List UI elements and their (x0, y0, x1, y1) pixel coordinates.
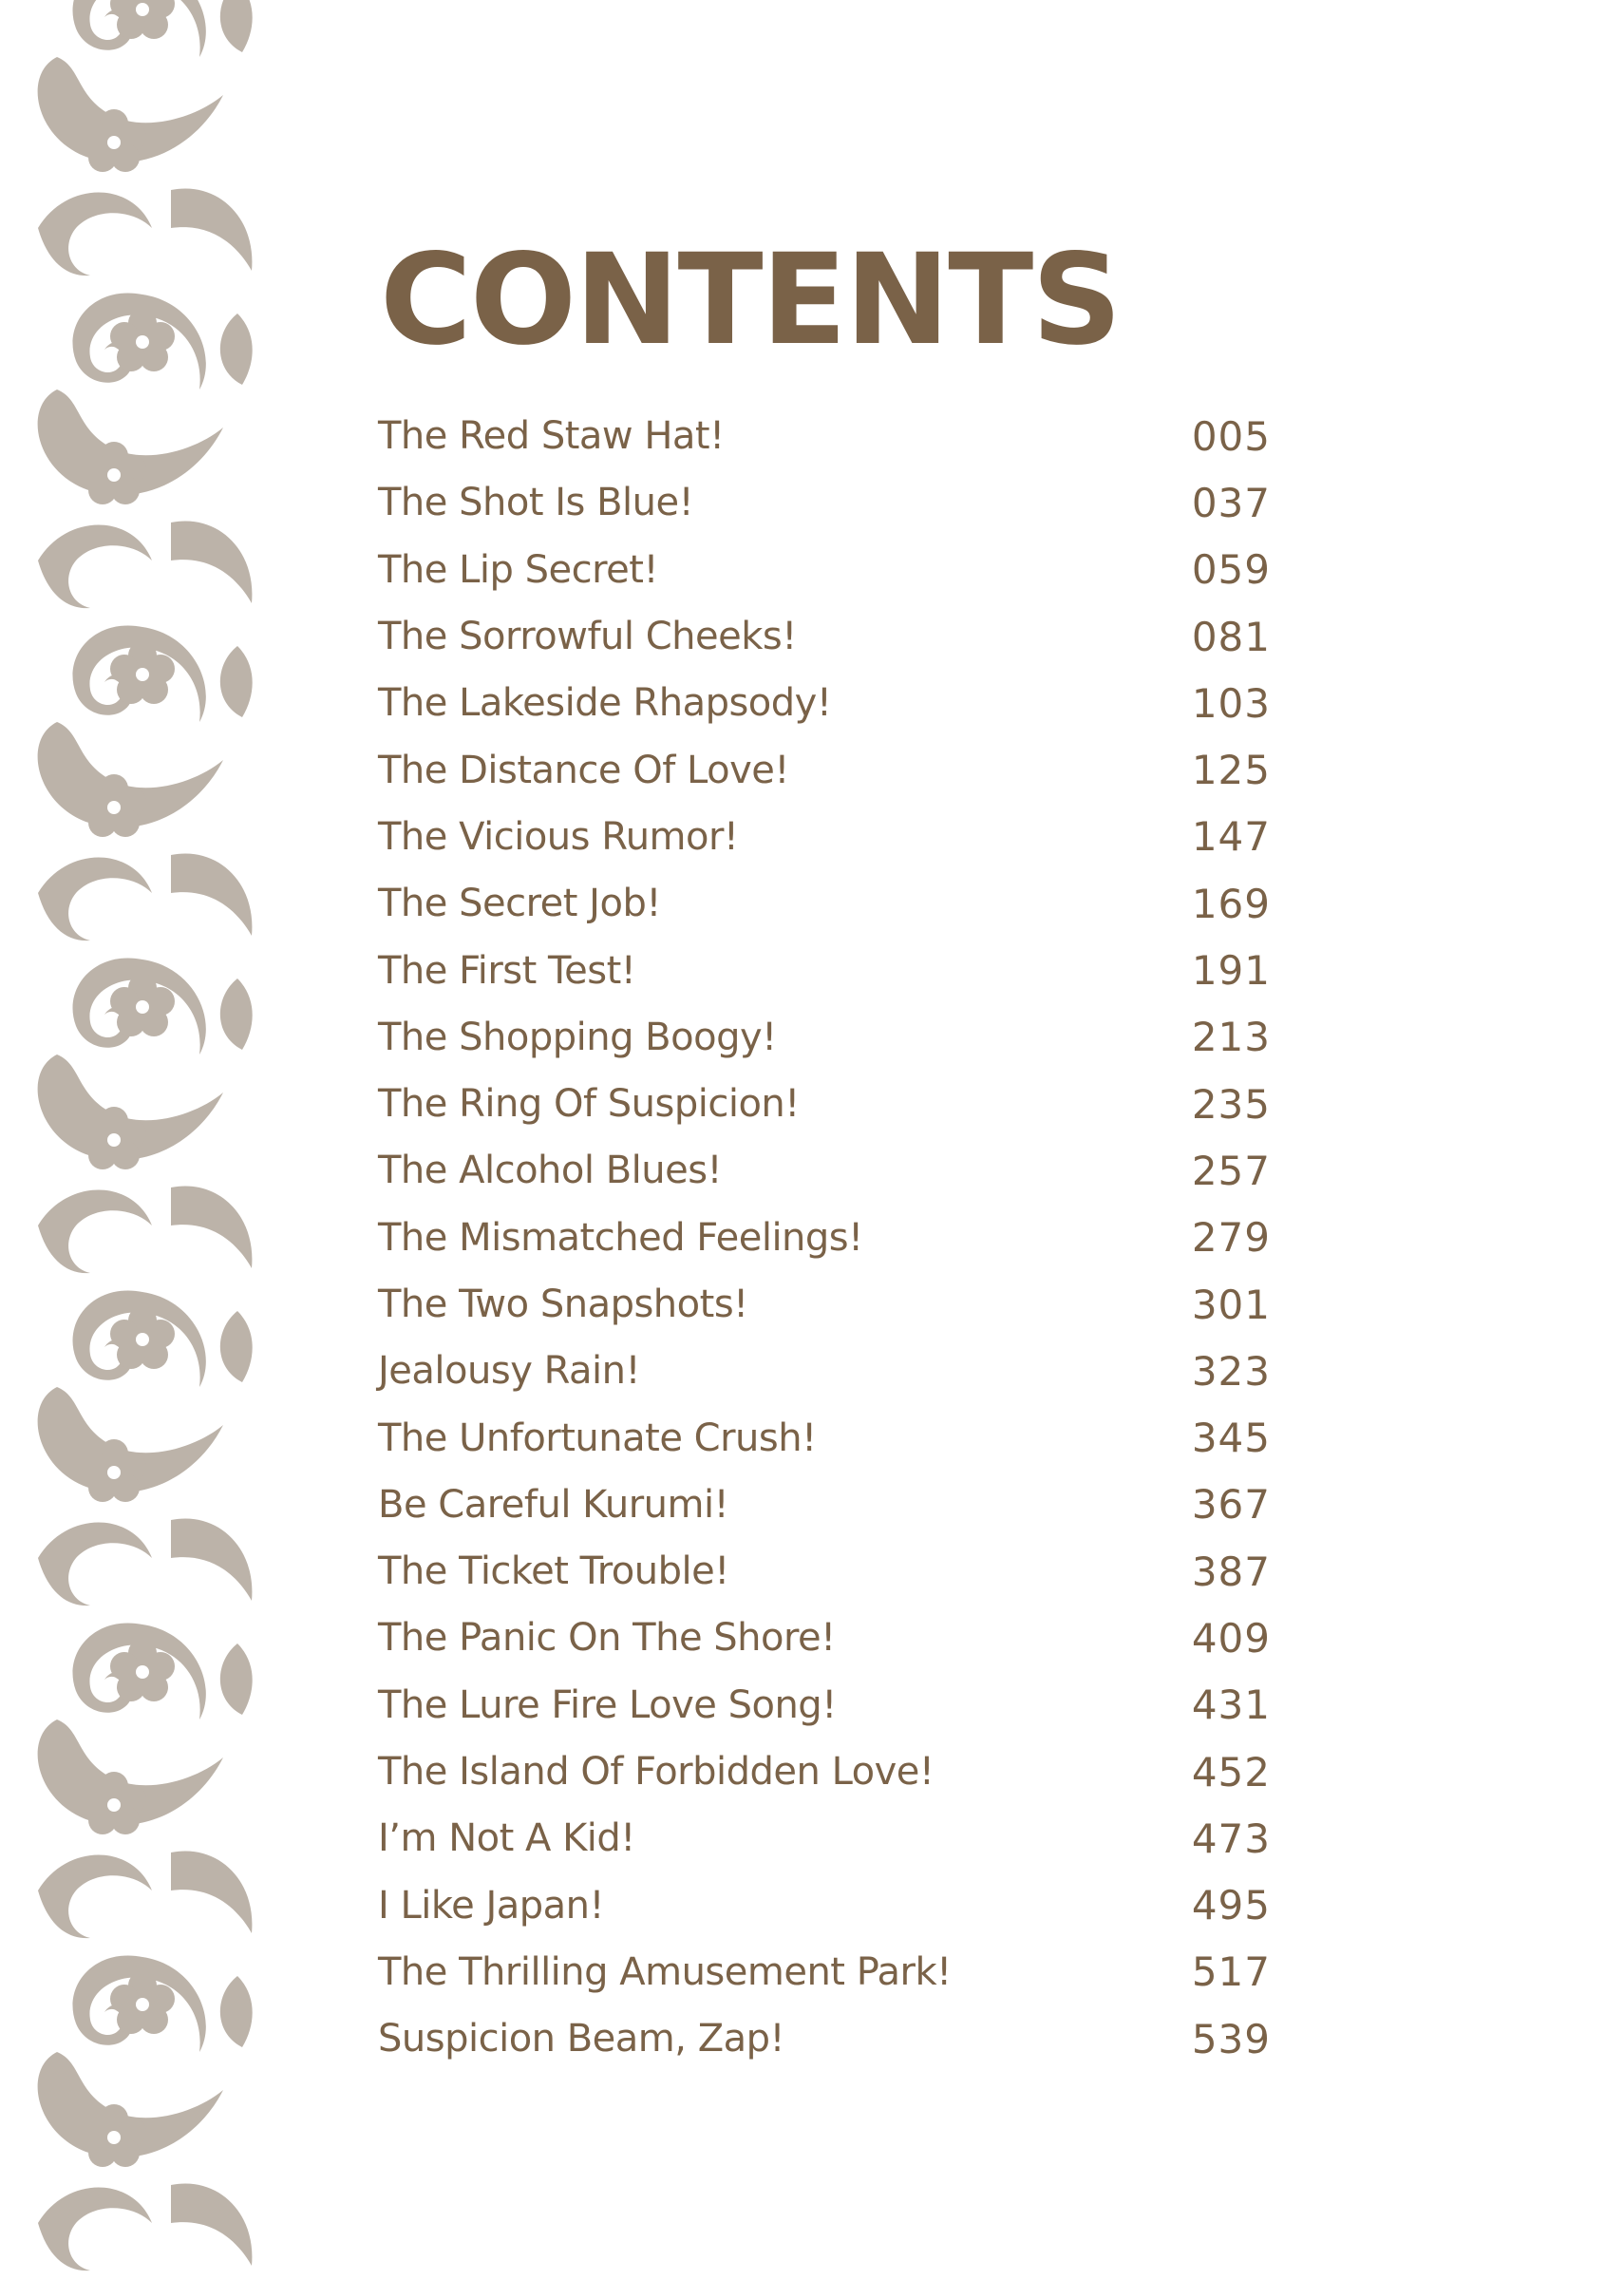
toc-entry (378, 1672, 1271, 1738)
toc-entry-title: Be Careful Kurumi! (378, 1482, 729, 1527)
toc-entry-title: The Secret Job! (378, 882, 661, 926)
toc-entry-title: The Panic On The Shore! (378, 1616, 836, 1661)
toc-entry-title: I’m Not A Kid! (378, 1816, 635, 1861)
toc-entry-title: The Ticket Trouble! (378, 1549, 729, 1594)
toc-entry (378, 2005, 1271, 2072)
toc-entry-title: The First Test! (378, 948, 636, 993)
toc-entry-page-number: 037 (1191, 479, 1271, 526)
toc-entry-title: The Mismatched Feelings! (378, 1215, 863, 1260)
toc-entry (378, 1137, 1271, 1204)
toc-entry (378, 1872, 1271, 1939)
toc-entry-title: The Shopping Boogy! (378, 1015, 777, 1059)
toc-entry-title: The Sorrowful Cheeks! (378, 615, 797, 659)
toc-entry (378, 1805, 1271, 1872)
toc-entry-title: Jealousy Rain! (378, 1349, 641, 1394)
toc-entry (378, 1404, 1271, 1471)
toc-entry-title: The Two Snapshots! (378, 1282, 748, 1326)
toc-entry (378, 1338, 1271, 1404)
toc-entry (378, 1205, 1271, 1271)
toc-entry (378, 403, 1271, 469)
toc-entry-title: The Red Staw Hat! (378, 414, 725, 459)
toc-entry (378, 1538, 1271, 1605)
toc-entry-title: The Vicious Rumor! (378, 814, 739, 859)
toc-entry-title: The Distance Of Love! (378, 748, 789, 792)
toc-entry (378, 670, 1271, 736)
toc-entry (378, 1472, 1271, 1538)
toc-entry (378, 1004, 1271, 1071)
toc-entry-page-number: 147 (1191, 813, 1271, 861)
toc-entry-title: The Thrilling Amusement Park! (378, 1949, 952, 1994)
toc-entry (378, 1939, 1271, 2005)
toc-entry-page-number: 301 (1191, 1281, 1271, 1328)
toc-entry-title: The Lakeside Rhapsody! (378, 681, 832, 726)
toc-entry-page-number: 235 (1191, 1080, 1271, 1128)
toc-entry (378, 537, 1271, 603)
toc-entry-title: I Like Japan! (378, 1883, 605, 1928)
toc-entry-page-number: 257 (1191, 1147, 1271, 1194)
toc-entry (378, 870, 1271, 937)
toc-entry-page-number: 191 (1191, 947, 1271, 995)
toc-entry (378, 1605, 1271, 1671)
toc-entry-page-number: 213 (1191, 1014, 1271, 1061)
toc-entry-title: The Lure Fire Love Song! (378, 1682, 837, 1727)
toc-entry-page-number: 279 (1191, 1214, 1271, 1262)
toc-entry-title: The Ring Of Suspicion! (378, 1082, 800, 1127)
toc-entry-page-number: 452 (1191, 1748, 1271, 1796)
toc-entry (378, 469, 1271, 536)
toc-entry-page-number: 169 (1191, 880, 1271, 927)
toc-entry-page-number: 125 (1191, 747, 1271, 794)
page-title: CONTENTS (380, 227, 1121, 373)
toc-entry (378, 603, 1271, 670)
table-of-contents (378, 403, 1271, 2072)
floral-scroll-border-icon (0, 0, 285, 2280)
toc-entry-page-number: 387 (1191, 1548, 1271, 1595)
toc-entry (378, 804, 1271, 870)
toc-entry-page-number: 103 (1191, 679, 1271, 727)
toc-entry-page-number: 431 (1191, 1682, 1271, 1729)
toc-entry (378, 1738, 1271, 1805)
toc-entry-title: Suspicion Beam, Zap! (378, 2017, 785, 2062)
toc-entry-title: The Lip Secret! (378, 547, 658, 592)
toc-entry-page-number: 495 (1191, 1882, 1271, 1929)
toc-entry-title: The Shot Is Blue! (378, 481, 694, 525)
toc-entry-title: The Island Of Forbidden Love! (378, 1750, 935, 1795)
toc-entry (378, 1271, 1271, 1338)
toc-entry-title: The Unfortunate Crush! (378, 1416, 817, 1460)
toc-entry-page-number: 345 (1191, 1415, 1271, 1462)
toc-entry-page-number: 539 (1191, 2015, 1271, 2062)
toc-entry-page-number: 059 (1191, 546, 1271, 594)
toc-entry-page-number: 367 (1191, 1481, 1271, 1529)
toc-entry-title: The Alcohol Blues! (378, 1149, 723, 1193)
toc-entry (378, 736, 1271, 803)
toc-entry-page-number: 409 (1191, 1614, 1271, 1662)
toc-entry-page-number: 517 (1191, 1948, 1271, 1996)
toc-entry-page-number: 323 (1191, 1347, 1271, 1395)
toc-entry-page-number: 473 (1191, 1814, 1271, 1862)
toc-entry (378, 937, 1271, 1003)
toc-entry (378, 1071, 1271, 1137)
toc-entry-page-number: 081 (1191, 613, 1271, 660)
toc-entry-page-number: 005 (1191, 412, 1271, 460)
